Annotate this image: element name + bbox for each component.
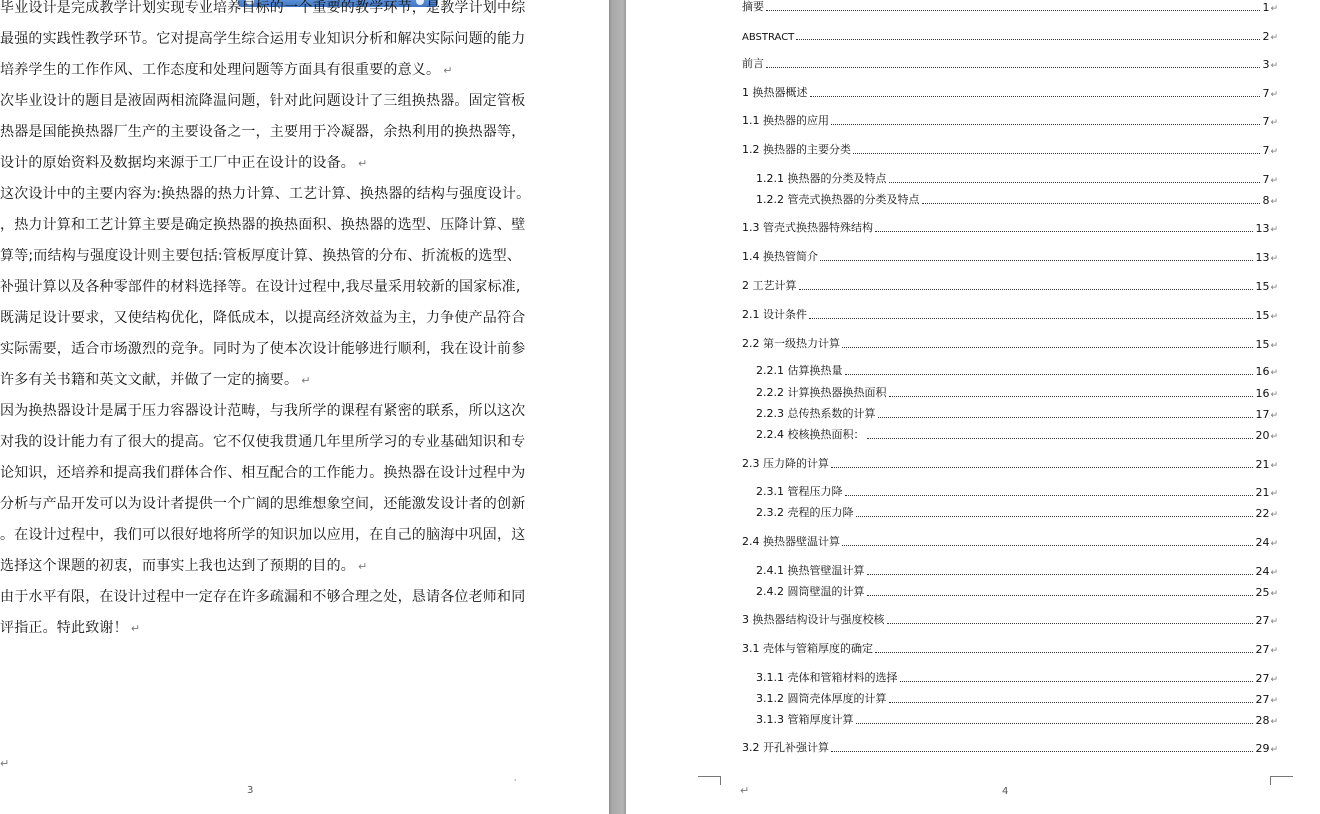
paragraph-mark: ↵ [358, 560, 368, 573]
body-text-line [0, 334, 526, 365]
toc-entry[interactable] [756, 194, 1278, 207]
margin-corner-mark [1270, 776, 1293, 785]
toc-page-number: 17 [1255, 408, 1270, 421]
paragraph-mark: ↵ [1270, 411, 1278, 421]
paragraph-mark: ↵ [301, 374, 311, 387]
toc-page-number: 2 [1262, 30, 1270, 43]
toc-entry[interactable] [742, 338, 1278, 351]
toc-leader-dots [867, 437, 1254, 439]
toc-entry-label: 2.4.2 圆筒壁温的计算 [756, 585, 865, 598]
toc-entry[interactable] [742, 222, 1278, 235]
body-text-line [0, 582, 526, 613]
toc-page-number: 24 [1255, 565, 1270, 578]
body-text-line [0, 117, 526, 148]
body-text-line [0, 241, 520, 272]
paragraph-mark: ↵ [1270, 539, 1278, 549]
toc-leader-dots [796, 38, 1260, 40]
paragraph-mark: ↵ [358, 157, 368, 170]
body-text-segment: 这次设计中的主要内容为:换热器的热力计算、工艺计算、换热器的结构与强度设计。 [0, 186, 531, 202]
toc-entry[interactable] [756, 672, 1278, 685]
toc-entry[interactable] [742, 115, 1278, 128]
body-text-segment: 对我的设计能力有了很大的提高。它不仅使我贯通几年里所学习的专业基础知识和专 [0, 434, 526, 450]
body-text-segment: 许多有关书籍和英文文献，并做了一定的摘要。 [0, 372, 299, 388]
paragraph-mark: ↵ [1270, 461, 1278, 471]
toc-page-number: 16 [1255, 365, 1270, 378]
toc-entry-label: 1.2 换热器的主要分类 [742, 143, 851, 156]
toc-entry[interactable] [742, 614, 1278, 627]
toc-leader-dots [831, 123, 1260, 125]
toc-entry[interactable] [756, 486, 1278, 499]
toc-page-number: 27 [1255, 693, 1270, 706]
body-text-line [0, 427, 526, 458]
toc-entry-label: 2.4 换热器壁温计算 [742, 535, 840, 548]
body-text-segment: 论知识，还培养和提高我们群体合作、相互配合的工作能力。换热器在设计过程中为 [0, 465, 526, 481]
toc-page-number: 28 [1255, 714, 1270, 727]
toc-entry-label: ABSTRACT [742, 32, 795, 43]
toc-entry[interactable] [756, 387, 1278, 400]
toc-entry-label: 3 换热器结构设计与强度校核 [742, 613, 885, 626]
body-text-segment: 算等;而结构与强度设计则主要包括:管板厚度计算、换热管的分布、折流板的选型、 [0, 248, 522, 264]
toc-leader-dots [766, 9, 1260, 11]
toc-entry[interactable] [742, 58, 1278, 71]
toc-leader-dots [820, 259, 1253, 261]
toc-entry[interactable] [742, 309, 1278, 322]
toc-page-number: 24 [1255, 536, 1270, 549]
toc-page-number: 22 [1255, 507, 1270, 520]
toc-page-number: 7 [1262, 173, 1270, 186]
toc-entry[interactable] [742, 742, 1278, 755]
toc-entry-label: 1.1 换热器的应用 [742, 114, 829, 127]
toc-page-number: 8 [1262, 194, 1270, 207]
toc-leader-dots [875, 651, 1253, 653]
toc-entry-label: 2.2.3 总传热系数的计算 [756, 407, 876, 420]
toc-entry[interactable] [756, 429, 1278, 442]
toc-entry-label: 2.2 第一级热力计算 [742, 337, 840, 350]
body-text-segment: 实际需要，适合市场激烈的竞争。同时为了使本次设计能够进行顺利，我在设计前参 [0, 341, 526, 357]
paragraph-mark: ↵ [1270, 90, 1278, 100]
toc-leader-dots [845, 494, 1254, 496]
body-text-line [0, 179, 531, 210]
document-page-4[interactable] [626, 0, 1320, 814]
toc-leader-dots [878, 416, 1254, 418]
body-text-line [0, 272, 520, 303]
paragraph-mark: ↵ [1270, 745, 1278, 755]
body-text-segment: 热器是国能换热器厂生产的主要设备之一，主要用于冷凝器，余热利用的换热器等， [0, 124, 526, 140]
body-text-segment: 评指正。特此致谢！ [0, 620, 128, 636]
toc-leader-dots [810, 95, 1261, 97]
body-text-segment: 既满足设计要求，又使结构优化，降低成本，以提高经济效益为主，力争使产品符合 [0, 310, 526, 326]
paragraph-mark: ↵ [1270, 283, 1278, 293]
page-number: 3 [247, 785, 254, 796]
toc-entry[interactable] [742, 280, 1278, 293]
body-text-line [0, 55, 520, 86]
toc-page-number: 27 [1255, 643, 1270, 656]
toc-entry[interactable] [742, 458, 1278, 471]
toc-page-number: 20 [1255, 429, 1270, 442]
toc-entry[interactable] [756, 565, 1278, 578]
toc-entry-label: 1.2.1 换热器的分类及特点 [756, 172, 887, 185]
toc-leader-dots [889, 395, 1254, 397]
toc-leader-dots [799, 288, 1254, 290]
toc-page-number: 15 [1255, 338, 1270, 351]
toc-page-number: 27 [1255, 672, 1270, 685]
body-text-segment: 毕业设计是完成教学计划实现专业培养目标的一个重要的教学环节，是教学计划中综 [0, 0, 526, 16]
toc-leader-dots [889, 181, 1261, 183]
paragraph-mark: ↵ [1270, 432, 1278, 442]
document-page-3[interactable] [0, 0, 609, 814]
toc-page-number: 25 [1255, 586, 1270, 599]
paragraph-mark: ↵ [1270, 717, 1278, 727]
body-text-segment: 。在设计过程中，我们可以很好地将所学的知识加以应用，在自己的脑海中巩固，这 [0, 527, 526, 543]
paragraph-mark: ↵ [1270, 341, 1278, 351]
toc-entry-label: 2.3.2 壳程的压力降 [756, 506, 854, 519]
toc-page-number: 7 [1262, 87, 1270, 100]
toc-entry-label: 2.1 设计条件 [742, 308, 807, 321]
toc-entry[interactable] [756, 586, 1278, 599]
toc-entry[interactable] [742, 251, 1278, 264]
toc-entry-label: 2.2.2 计算换热器换热面积 [756, 386, 887, 399]
body-text-segment: 因为换热器设计是属于压力容器设计范畴，与我所学的课程有紧密的联系，所以这次 [0, 403, 526, 419]
toc-page-number: 16 [1255, 387, 1270, 400]
paragraph-mark: ↵ [1270, 489, 1278, 499]
paragraph-mark: ↵ [1270, 312, 1278, 322]
paragraph-mark: ↵ [1270, 568, 1278, 578]
toc-entry-label: 2.4.1 换热管壁温计算 [756, 564, 865, 577]
paragraph-mark: ↵ [1270, 696, 1278, 706]
toc-page-number: 15 [1255, 309, 1270, 322]
toc-leader-dots [867, 594, 1254, 596]
body-text-line [0, 396, 526, 427]
toc-entry-label: 1.4 换热管简介 [742, 250, 818, 263]
toc-page-number: 27 [1255, 614, 1270, 627]
body-text-line [0, 551, 520, 582]
body-text-line [0, 365, 520, 396]
toc-entry-label: 1.3 管壳式换热器特殊结构 [742, 221, 873, 234]
toc-entry[interactable] [742, 536, 1278, 549]
toc-leader-dots [853, 152, 1260, 154]
page-number: 4 [1002, 786, 1009, 797]
paragraph-mark: ↵ [1270, 675, 1278, 685]
empty-paragraph-mark: ↵ [0, 757, 10, 770]
toc-entry-label: 前言 [742, 57, 764, 70]
paragraph-mark: ↵ [443, 64, 453, 77]
table-of-contents [626, 0, 1320, 814]
toc-entry-label: 3.1.3 管箱厚度计算 [756, 713, 854, 726]
body-text-line [0, 458, 526, 489]
toc-page-number: 13 [1255, 251, 1270, 264]
paragraph-mark: ↵ [1270, 197, 1278, 207]
paragraph-mark: ↵ [1270, 33, 1278, 43]
toc-leader-dots [887, 622, 1254, 624]
toc-page-number: 3 [1262, 58, 1270, 71]
empty-paragraph-mark: ↵ [740, 784, 750, 797]
body-text-segment: 由于水平有限，在设计过程中一定存在许多疏漏和不够合理之处，恳请各位老师和同 [0, 589, 526, 605]
paragraph-mark: ↵ [1270, 147, 1278, 157]
body-text-line [0, 86, 526, 117]
toc-entry[interactable] [756, 507, 1278, 520]
margin-corner-mark [698, 776, 721, 785]
toc-leader-dots [831, 466, 1253, 468]
body-text-line [0, 0, 526, 24]
toc-entry[interactable] [742, 1, 1278, 14]
toc-leader-dots [922, 202, 1261, 204]
toc-leader-dots [867, 573, 1254, 575]
toc-leader-dots [845, 373, 1254, 375]
paragraph-mark: ↵ [1270, 368, 1278, 378]
paragraph-mark: ↵ [1270, 589, 1278, 599]
toc-entry[interactable] [742, 30, 1278, 43]
toc-page-number: 7 [1262, 144, 1270, 157]
body-text-segment: 分析与产品开发可以为设计者提供一个广阔的思维想象空间，还能激发设计者的创新 [0, 496, 526, 512]
toc-leader-dots [831, 750, 1253, 752]
body-text-line [0, 489, 526, 520]
page-body-text[interactable] [0, 0, 531, 644]
toc-entry[interactable] [742, 87, 1278, 100]
toc-entry-label: 1 换热器概述 [742, 86, 808, 99]
paragraph-mark: ↵ [1270, 4, 1278, 14]
paragraph-mark: ↵ [1270, 390, 1278, 400]
toc-entry[interactable] [756, 173, 1278, 186]
paragraph-mark: ↵ [1270, 225, 1278, 235]
body-text-segment: 培养学生的工作作风、工作态度和处理问题等方面具有很重要的意义。 [0, 62, 441, 78]
toc-leader-dots [889, 701, 1254, 703]
toc-entry[interactable] [742, 144, 1278, 157]
toc-leader-dots [856, 722, 1254, 724]
toc-page-number: 1 [1262, 1, 1270, 14]
toc-entry-label: 3.1 壳体与管箱厚度的确定 [742, 642, 873, 655]
paragraph-mark: ↵ [1270, 510, 1278, 520]
body-text-line [0, 210, 526, 241]
toc-entry[interactable] [756, 693, 1278, 706]
body-text-segment: ，热力计算和工艺计算主要是确定换热器的换热面积、换热器的选型、压降计算、壁 [0, 217, 526, 233]
paragraph-mark: ↵ [1270, 118, 1278, 128]
paragraph-mark: ↵ [1270, 61, 1278, 71]
paragraph-mark: ↵ [1270, 254, 1278, 264]
body-text-line [0, 148, 520, 179]
toc-leader-dots [842, 346, 1253, 348]
toc-page-number: 13 [1255, 222, 1270, 235]
toc-page-number: 29 [1255, 742, 1270, 755]
body-text-line [0, 613, 520, 644]
page-gap [609, 0, 626, 814]
body-text-line [0, 520, 526, 551]
toc-entry-label: 2.3.1 管程压力降 [756, 485, 843, 498]
toc-entry-label: 3.2 开孔补强计算 [742, 741, 829, 754]
toc-entry-label: 3.1.1 壳体和管箱材料的选择 [756, 671, 898, 684]
toc-leader-dots [842, 544, 1253, 546]
body-text-segment: 选择这个课题的初衷，而事实上我也达到了预期的目的。 [0, 558, 355, 574]
toc-page-number: 7 [1262, 115, 1270, 128]
paragraph-mark: ↵ [1270, 646, 1278, 656]
toc-entry[interactable] [756, 408, 1278, 421]
toc-leader-dots [766, 66, 1260, 68]
body-text-line [0, 303, 526, 334]
stray-mark: ' [514, 778, 517, 787]
paragraph-mark: ↵ [1270, 617, 1278, 627]
toc-entry[interactable] [756, 714, 1278, 727]
paragraph-mark: ↵ [130, 622, 141, 635]
toc-entry-label: 2 工艺计算 [742, 279, 797, 292]
toc-entry-label: 3.1.2 圆筒壳体厚度的计算 [756, 692, 887, 705]
body-text-segment: 设计的原始资料及数据均来源于工厂中正在设计的设备。 [0, 155, 355, 171]
body-text-segment: 次毕业设计的题目是液固两相流降温问题，针对此问题设计了三组换热器。固定管板 [0, 93, 526, 109]
toc-leader-dots [856, 515, 1254, 517]
toc-entry[interactable] [756, 365, 1278, 378]
toc-entry-label: 2.2.4 校核换热面积： [756, 428, 865, 441]
body-text-segment: 最强的实践性教学环节。它对提高学生综合运用专业知识分析和解决实际问题的能力 [0, 31, 526, 47]
toc-entry-label: 2.2.1 估算换热量 [756, 364, 843, 377]
toc-entry-label: 1.2.2 管壳式换热器的分类及特点 [756, 193, 920, 206]
toc-page-number: 21 [1255, 486, 1270, 499]
toc-entry[interactable] [742, 643, 1278, 656]
toc-entry-label: 2.3 压力降的计算 [742, 457, 829, 470]
toc-entry-label: 摘要 [742, 0, 764, 13]
body-text-line [0, 24, 526, 55]
toc-leader-dots [900, 680, 1254, 682]
toc-page-number: 15 [1255, 280, 1270, 293]
paragraph-mark: ↵ [1270, 176, 1278, 186]
body-text-segment: 补强计算以及各种零部件的材料选择等。在设计过程中,我尽量采用较新的国家标准, [0, 279, 521, 295]
toc-page-number: 21 [1255, 458, 1270, 471]
toc-leader-dots [809, 317, 1253, 319]
toc-leader-dots [875, 230, 1253, 232]
